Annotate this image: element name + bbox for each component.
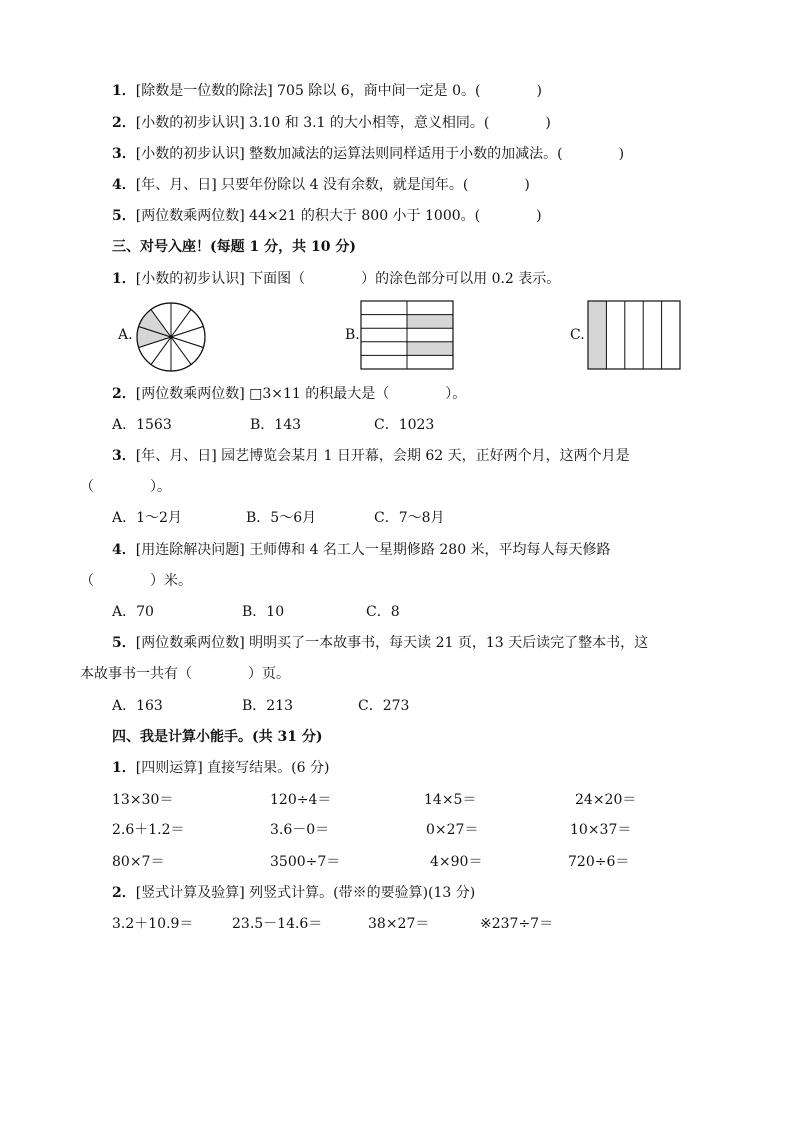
choice-question-4-cont: （ ）米。: [80, 573, 192, 589]
option-c[interactable]: C．273: [358, 698, 410, 714]
item-text: [除数是一位数的除法] 705 除以 6，商中间一定是 0。( ): [135, 83, 542, 99]
item-number: 2．: [112, 115, 136, 131]
choice-question-3-cont: （ ）。: [80, 479, 171, 495]
section-heading-3: 三、对号入座！(每题 1 分，共 10 分): [112, 239, 356, 255]
item-text: [两位数乘两位数] 明明买了一本故事书，每天读 21 页，13 天后读完了整本书，这: [135, 635, 649, 651]
item-text: [小数的初步认识] 整数加减法的运算法则同样适用于小数的加减法。( ): [135, 146, 625, 162]
judge-item-3: [112, 144, 624, 164]
item-number: 2．: [112, 885, 136, 901]
vertical-calc-item[interactable]: 23.5－14.6＝: [232, 916, 323, 932]
item-text: [年、月、日] 园艺博览会某月 1 日开幕，会期 62 天，正好两个月，这两个月是: [135, 448, 630, 464]
item-text: [用连除解决问题] 王师傅和 4 名工人一星期修路 280 米，平均每人每天修路: [135, 542, 611, 558]
choice-question-5: [112, 633, 648, 653]
item-number: 1．: [112, 760, 136, 776]
oral-calc-item[interactable]: 120÷4＝: [270, 792, 332, 808]
vertical-calc-item[interactable]: 38×27＝: [368, 916, 430, 932]
oral-calc-item[interactable]: 2.6＋1.2＝: [112, 822, 185, 838]
item-text: [小数的初步认识] 3.10 和 3.1 的大小相等，意义相同。( ): [135, 115, 551, 131]
option-c[interactable]: C．1023: [374, 417, 435, 433]
oral-calc-item[interactable]: 14×5＝: [424, 792, 477, 808]
figure-a-circle[interactable]: [135, 301, 207, 373]
judge-item-1: [112, 81, 542, 101]
choice-question-2: [112, 384, 466, 404]
calc-question-2: [112, 883, 475, 903]
oral-calc-item[interactable]: 3.6－0＝: [270, 822, 330, 838]
figure-c-strips[interactable]: [587, 300, 681, 370]
vertical-calc-item[interactable]: ※237÷7＝: [480, 916, 554, 932]
option-b[interactable]: B．213: [242, 698, 294, 714]
judge-item-2: [112, 113, 551, 133]
calc-question-1: [112, 758, 329, 778]
figure-b-grid[interactable]: [360, 300, 454, 370]
choice-question-4: [112, 540, 611, 560]
option-a[interactable]: A．1～2月: [112, 510, 182, 526]
item-number: 3．: [112, 448, 136, 464]
oral-calc-item[interactable]: 24×20＝: [575, 792, 637, 808]
item-number: 3．: [112, 146, 136, 162]
item-number: 1．: [112, 271, 136, 287]
item-text: [两位数乘两位数] □3×11 的积最大是（ ）。: [135, 386, 467, 402]
choice-question-1: [112, 269, 560, 289]
figure-label-a: A.: [118, 327, 133, 343]
judge-item-5: [112, 206, 542, 226]
oral-calc-item[interactable]: 3500÷7＝: [270, 854, 341, 870]
item-number: 5．: [112, 635, 136, 651]
option-b[interactable]: B．143: [250, 417, 302, 433]
oral-calc-item[interactable]: 13×30＝: [112, 792, 174, 808]
item-text: [小数的初步认识] 下面图（ ）的涂色部分可以用 0.2 表示。: [135, 271, 561, 287]
oral-calc-item[interactable]: 0×27＝: [426, 822, 479, 838]
oral-calc-item[interactable]: 80×7＝: [112, 854, 165, 870]
item-number: 4．: [112, 177, 136, 193]
item-text: [两位数乘两位数] 44×21 的积大于 800 小于 1000。( ): [135, 208, 542, 224]
item-text: [竖式计算及验算] 列竖式计算。(带※的要验算)(13 分): [135, 885, 476, 901]
item-number: 1．: [112, 83, 136, 99]
figure-label-c: C.: [570, 327, 585, 343]
oral-calc-item[interactable]: 4×90＝: [430, 854, 483, 870]
option-c[interactable]: C．8: [366, 604, 400, 620]
item-number: 5．: [112, 208, 136, 224]
item-text: [四则运算] 直接写结果。(6 分): [135, 760, 330, 776]
option-a[interactable]: A．70: [112, 604, 154, 620]
section-heading-4: 四、我是计算小能手。(共 31 分): [112, 729, 323, 745]
oral-calc-item[interactable]: 10×37＝: [570, 822, 632, 838]
option-b[interactable]: B．10: [242, 604, 285, 620]
choice-question-3: [112, 446, 630, 466]
item-text: [年、月、日] 只要年份除以 4 没有余数，就是闰年。( ): [135, 177, 530, 193]
option-a[interactable]: A．163: [112, 698, 163, 714]
choice-question-5-cont: 本故事书一共有（ ）页。: [80, 666, 290, 682]
oral-calc-item[interactable]: 720÷6＝: [568, 854, 630, 870]
item-number: 4．: [112, 542, 136, 558]
option-c[interactable]: C．7～8月: [374, 510, 445, 526]
figure-label-b: B.: [345, 327, 360, 343]
item-number: 2．: [112, 386, 136, 402]
option-b[interactable]: B．5～6月: [246, 510, 317, 526]
vertical-calc-item[interactable]: 3.2＋10.9＝: [112, 916, 194, 932]
judge-item-4: [112, 175, 530, 195]
option-a[interactable]: A．1563: [112, 417, 172, 433]
